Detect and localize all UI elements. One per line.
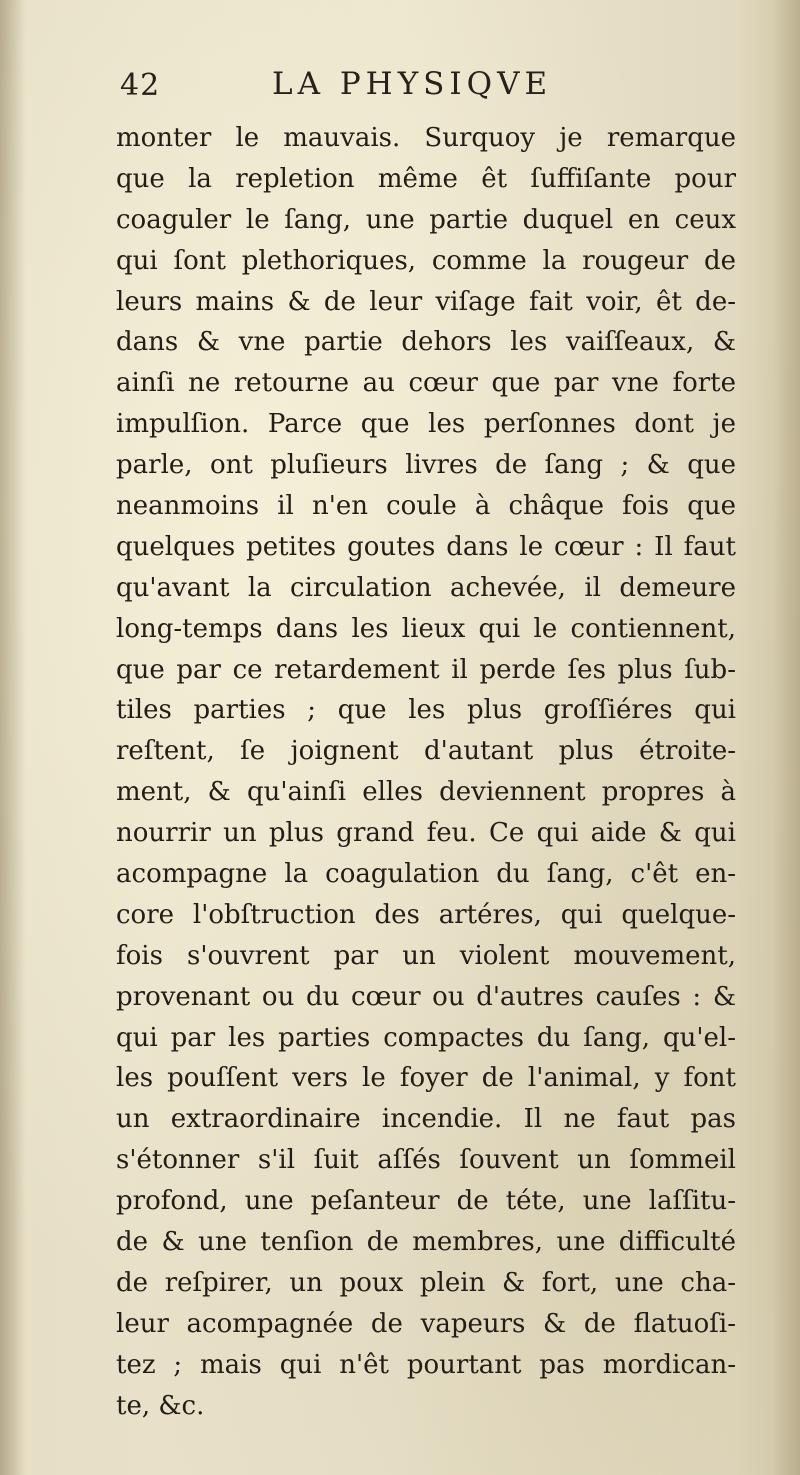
text-line: te, &c.: [116, 1390, 205, 1421]
text-line: tez ; mais qui n'êt pourtant pas mordican-: [116, 1349, 736, 1380]
page-number: 42: [120, 68, 161, 103]
text-line: monter le mauvais. Surquoy je remarque: [116, 123, 736, 153]
text-line: fois s'ouvrent par un violent mouvement,: [116, 940, 736, 971]
text-line: que la repletion même êt ſuffiſante pour: [116, 163, 736, 194]
running-head: [112, 62, 652, 110]
text-line: qui ſont plethoriques, comme la rougeur de: [116, 245, 736, 276]
text-line: neanmoins il n'en coule à châque fois que: [116, 491, 736, 522]
text-line: dans & vne partie dehors les vaiſſeaux, &: [116, 327, 736, 358]
text-line: provenant ou du cœur ou d'autres cauſes : &: [116, 981, 736, 1012]
text-line: profond, une peſanteur de téte, une laſſitu-: [116, 1186, 736, 1217]
text-line: de reſpirer, un poux plein & fort, une cha-: [116, 1267, 736, 1298]
text-line: leurs mains & de leur viſage fait voir, êt de-: [116, 286, 736, 317]
text-line: coaguler le ſang, une partie duquel en ceux: [116, 204, 736, 235]
page-edge-shadow: [772, 0, 800, 1475]
text-line: parle, ont pluſieurs livres de ſang ; & que: [116, 450, 736, 481]
text-line: impulſion. Parce que les perſonnes dont je: [116, 409, 736, 440]
text-line: long-temps dans les lieux qui le contiennent,: [116, 613, 736, 644]
text-line: ainſi ne retourne au cœur que par vne forte: [116, 368, 736, 399]
text-line: que par ce retardement il perde ſes plus ſub-: [116, 654, 736, 685]
text-line: qu'avant la circulation achevée, il demeure: [116, 572, 736, 603]
text-line: tiles parties ; que les plus groſſiéres qui: [116, 695, 736, 726]
text-line: qui par les parties compactes du ſang, qu'el-: [116, 1022, 736, 1053]
text-line: core l'obſtruction des artéres, qui quelque-: [116, 899, 736, 930]
text-line: acompagne la coagulation du ſang, c'êt en-: [116, 859, 736, 890]
text-line: nourrir un plus grand feu. Ce qui aide & qui: [116, 818, 736, 849]
text-line: de & une tenſion de membres, une difficulté: [116, 1227, 736, 1258]
gutter-shadow: [0, 0, 26, 1475]
text-line: quelques petites goutes dans le cœur : Il faut: [116, 531, 736, 562]
running-title: LA PHYSIQVE: [272, 66, 553, 102]
text-line: un extraordinaire incendie. Il ne faut pas: [116, 1104, 736, 1135]
text-line: s'étonner s'il ſuit aſſés ſouvent un ſommeil: [116, 1145, 736, 1176]
text-line: ment, & qu'ainſi elles deviennent propres à: [116, 777, 736, 808]
text-line: les pouſſent vers le foyer de l'animal, y font: [116, 1063, 736, 1094]
text-line: leur acompagnée de vapeurs & de flatuoſi-: [116, 1308, 736, 1339]
text-line: reſtent, ſe joignent d'autant plus étroite-: [116, 736, 736, 767]
body-text: [116, 118, 736, 1427]
